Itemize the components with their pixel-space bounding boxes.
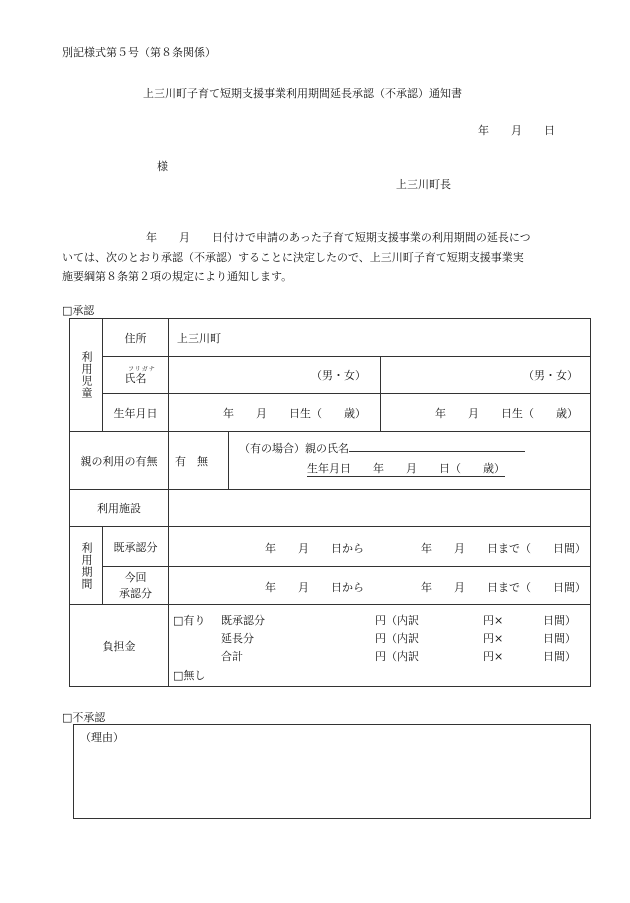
approved-from: 年 月 日から: [265, 542, 364, 555]
name-label-cell: [103, 357, 169, 394]
burden-row-approved-yen[interactable]: 円（内訳: [375, 614, 419, 627]
body-line-3: 施要綱第８条第２項の規定により通知します。: [62, 270, 293, 283]
approve-checkbox[interactable]: □承認: [62, 304, 95, 317]
parent-cell: [169, 432, 591, 490]
burden-row-approved-label: 既承認分: [221, 614, 265, 627]
approval-table: [69, 318, 591, 687]
this-period-label-2: 承認分: [119, 586, 152, 600]
approved-period-value[interactable]: [169, 527, 591, 567]
parent-use-value[interactable]: [169, 432, 229, 489]
this-period-label: [103, 567, 169, 605]
burden-row-total-label: 合計: [221, 650, 243, 663]
name-field-right[interactable]: [381, 357, 591, 394]
facility-value[interactable]: [169, 490, 591, 527]
burden-row-total-yen[interactable]: 円（内訳: [375, 650, 419, 663]
facility-label: 利用施設: [70, 490, 169, 527]
this-from: 年 月 日から: [265, 581, 364, 594]
parent-name-label: （有の場合）親の氏名: [239, 442, 349, 455]
name-field-left[interactable]: [169, 357, 381, 394]
reason-label: （理由）: [80, 731, 124, 744]
addressee-honorific: 様: [157, 160, 168, 173]
burden-value: [169, 605, 591, 687]
date-line: 年 月 日: [478, 124, 555, 137]
period-header: 利用期間: [80, 541, 93, 590]
gender-right: （男・女）: [523, 369, 578, 382]
burden-row-extension-days[interactable]: 日間）: [543, 632, 576, 645]
birth-left[interactable]: 年 月 日生（ 歳）: [169, 394, 381, 432]
burden-row-extension-label: 延長分: [221, 632, 254, 645]
parent-label: 親の利用の有無: [70, 432, 169, 490]
this-to: 年 月 日まで（ 日間）: [421, 581, 586, 594]
period-header-cell: [70, 527, 103, 605]
parent-birth-field[interactable]: [307, 460, 505, 477]
burden-row-extension-yen[interactable]: 円（内訳: [375, 632, 419, 645]
body-line-2: いては、次のとおり承認（不承認）することに決定したので、上三川町子育て短期支援事業実: [62, 251, 524, 264]
child-header: 利用児童: [80, 351, 93, 399]
name-label: 氏名: [124, 372, 147, 385]
parent-birth-value: 年 月 日（ 歳）: [351, 462, 505, 475]
burden-has-checkbox[interactable]: □有り: [173, 614, 206, 627]
approved-to: 年 月 日まで（ 日間）: [421, 542, 586, 555]
disapprove-checkbox[interactable]: □不承認: [62, 711, 106, 724]
parent-details: [229, 432, 590, 489]
burden-row-total-unit[interactable]: 円×: [483, 650, 504, 663]
burden-row-approved-unit[interactable]: 円×: [483, 614, 504, 627]
parent-birth-label: 生年月日: [307, 462, 351, 475]
parent-name-field[interactable]: [349, 441, 525, 452]
burden-row-total-days[interactable]: 日間）: [543, 650, 576, 663]
birth-label: 生年月日: [103, 394, 169, 432]
form-reference: 別記様式第５号（第８条関係）: [62, 46, 216, 59]
burden-row-extension-unit[interactable]: 円×: [483, 632, 504, 645]
this-period-value[interactable]: [169, 567, 591, 605]
burden-row-approved-days[interactable]: 日間）: [543, 614, 576, 627]
gender-left: （男・女）: [311, 369, 366, 382]
furigana-label: フリガナ: [128, 366, 156, 373]
burden-label: 負担金: [70, 605, 169, 687]
child-header-cell: [70, 319, 103, 432]
burden-none-checkbox[interactable]: □無し: [173, 669, 206, 682]
birth-right[interactable]: 年 月 日生（ 歳）: [381, 394, 591, 432]
document-title: 上三川町子育て短期支援事業利用期間延長承認（不承認）通知書: [143, 87, 462, 100]
approved-period-label: 既承認分: [103, 527, 169, 567]
issuer: 上三川町長: [396, 178, 451, 191]
body-line-1: 年 月 日付けで申請のあった子育て短期支援事業の利用期間の延長につ: [146, 231, 531, 244]
address-value[interactable]: 上三川町: [169, 319, 591, 357]
this-period-label-1: 今回: [124, 570, 147, 584]
address-label: 住所: [103, 319, 169, 357]
parent-use-text: 有 無: [175, 454, 208, 468]
reason-box[interactable]: [73, 724, 591, 819]
